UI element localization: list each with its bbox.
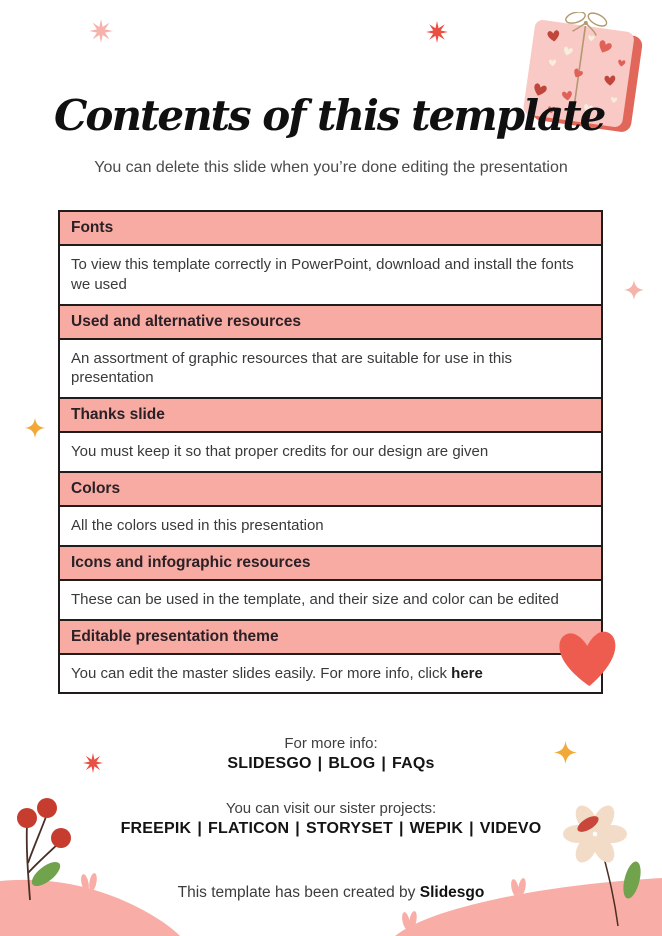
- table-header-row: [60, 212, 601, 244]
- link-slidesgo[interactable]: SLIDESGO: [227, 755, 312, 772]
- sparkle-pink-right-icon: [623, 279, 645, 301]
- more-info-block: [0, 735, 662, 773]
- table-header-row: [60, 471, 601, 505]
- table-body-row: [60, 244, 601, 304]
- row-text: Used and alternative resources: [71, 312, 302, 330]
- separator: |: [317, 755, 323, 772]
- link-wepik[interactable]: WEPIK: [409, 820, 464, 837]
- credit-text: This template has been created by: [177, 884, 420, 901]
- slidesgo-link[interactable]: Slidesgo: [419, 884, 485, 901]
- table-header-row: [60, 397, 601, 431]
- heart-icon: [554, 624, 621, 691]
- credit-line: [0, 884, 662, 902]
- row-text: Editable presentation theme: [71, 627, 279, 645]
- link-faqs[interactable]: FAQs: [392, 755, 435, 772]
- row-text: Fonts: [71, 219, 114, 236]
- link-storyset[interactable]: STORYSET: [305, 820, 393, 837]
- separator: |: [295, 820, 300, 837]
- more-info-links: [0, 755, 662, 773]
- table-body-row: [60, 653, 601, 693]
- row-text: Colors: [71, 479, 121, 497]
- table-header-row: [60, 619, 601, 653]
- row-text: You can edit the master slides easily. For more info, click: [71, 664, 452, 682]
- link-flaticon[interactable]: FLATICON: [208, 820, 290, 837]
- link-videvo[interactable]: VIDEVO: [479, 820, 542, 837]
- row-text: To view this template correctly in PowerPoint, download and install the fonts we used: [71, 256, 574, 293]
- row-text: You must keep it so that proper credits for our design are given: [71, 443, 489, 461]
- subtitle: You can delete this slide when you’re done editing the presentation: [94, 159, 568, 176]
- row-text: Icons and infographic resources: [71, 553, 311, 571]
- more-info-label: For more info:: [284, 735, 378, 752]
- page-title: Contents of this template: [54, 91, 605, 141]
- table-body-row: [60, 338, 601, 398]
- starburst-red-top-icon: [425, 20, 449, 44]
- separator: |: [469, 820, 474, 837]
- row-text: Thanks slide: [71, 406, 165, 424]
- separator: |: [197, 820, 202, 837]
- link-blog[interactable]: BLOG: [328, 755, 376, 772]
- sparkle-yellow-left-icon: [24, 417, 46, 439]
- table-header-row: [60, 545, 601, 579]
- separator: |: [398, 820, 404, 837]
- starburst-pink-icon: [88, 18, 114, 44]
- row-text: All the colors used in this presentation: [71, 516, 324, 534]
- sister-projects-label: You can visit our sister projects:: [225, 800, 437, 817]
- table-body-row: [60, 505, 601, 545]
- separator: |: [381, 755, 387, 772]
- here-link[interactable]: here: [451, 664, 483, 682]
- table-header-row: [60, 304, 601, 338]
- table-body-row: [60, 431, 601, 471]
- link-freepik[interactable]: FREEPIK: [120, 820, 192, 837]
- row-text: An assortment of graphic resources that are suitable for use in this presentation: [71, 349, 513, 387]
- contents-table: [58, 210, 603, 694]
- sister-projects-links: [0, 820, 662, 838]
- table-body-row: [60, 579, 601, 619]
- row-text: These can be used in the template, and their size and color can be edited: [71, 590, 559, 608]
- sister-projects-block: [0, 800, 662, 838]
